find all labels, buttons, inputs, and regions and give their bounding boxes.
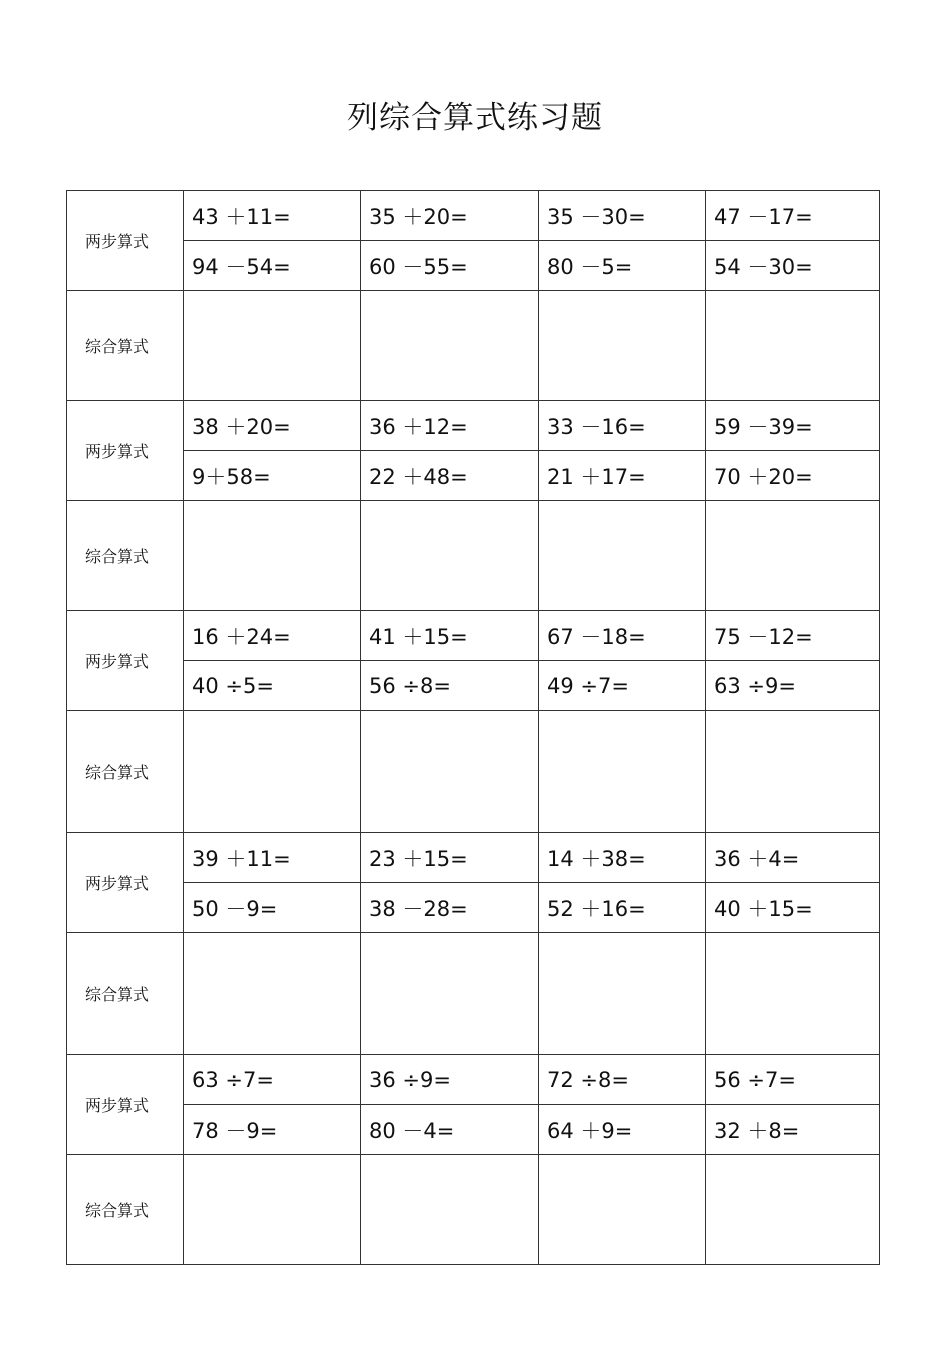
equation-cell: 60 －55= bbox=[361, 241, 539, 291]
equation-cell: 21 ＋17= bbox=[539, 451, 706, 501]
equation-cell: 80 －5= bbox=[539, 241, 706, 291]
answer-cell[interactable] bbox=[539, 291, 706, 401]
equation-row bbox=[67, 833, 880, 883]
equation-cell: 40 ÷5= bbox=[184, 661, 361, 711]
equation-cell: 9＋58= bbox=[184, 451, 361, 501]
equation-cell: 59 －39= bbox=[706, 401, 880, 451]
answer-cell[interactable] bbox=[361, 933, 539, 1055]
equation-cell: 75 －12= bbox=[706, 611, 880, 661]
equation-cell: 80 －4= bbox=[361, 1105, 539, 1155]
equation-cell: 35 ＋20= bbox=[361, 191, 539, 241]
equation-cell: 39 ＋11= bbox=[184, 833, 361, 883]
answer-row bbox=[67, 1155, 880, 1265]
equation-row bbox=[67, 1055, 880, 1105]
equation-row bbox=[67, 661, 880, 711]
answer-cell[interactable] bbox=[184, 711, 361, 833]
equation-cell: 33 －16= bbox=[539, 401, 706, 451]
equation-cell: 94 －54= bbox=[184, 241, 361, 291]
answer-cell[interactable] bbox=[361, 1155, 539, 1265]
exercise-table bbox=[66, 190, 880, 1265]
two-step-label: 两步算式 bbox=[67, 401, 184, 501]
equation-cell: 47 －17= bbox=[706, 191, 880, 241]
answer-cell[interactable] bbox=[361, 501, 539, 611]
answer-cell[interactable] bbox=[184, 933, 361, 1055]
answer-cell[interactable] bbox=[706, 711, 880, 833]
equation-cell: 52 ＋16= bbox=[539, 883, 706, 933]
equation-row bbox=[67, 611, 880, 661]
answer-cell[interactable] bbox=[539, 501, 706, 611]
equation-cell: 38 －28= bbox=[361, 883, 539, 933]
equation-cell: 36 ＋4= bbox=[706, 833, 880, 883]
combined-label: 综合算式 bbox=[67, 501, 184, 611]
equation-row bbox=[67, 241, 880, 291]
combined-label: 综合算式 bbox=[67, 711, 184, 833]
two-step-label: 两步算式 bbox=[67, 833, 184, 933]
equation-cell: 23 ＋15= bbox=[361, 833, 539, 883]
equation-cell: 32 ＋8= bbox=[706, 1105, 880, 1155]
answer-cell[interactable] bbox=[184, 501, 361, 611]
page-title: 列综合算式练习题 bbox=[347, 100, 603, 136]
equation-row bbox=[67, 1105, 880, 1155]
equation-row bbox=[67, 191, 880, 241]
equation-cell: 40 ＋15= bbox=[706, 883, 880, 933]
answer-cell[interactable] bbox=[361, 711, 539, 833]
equation-cell: 38 ＋20= bbox=[184, 401, 361, 451]
answer-cell[interactable] bbox=[706, 501, 880, 611]
answer-cell[interactable] bbox=[706, 1155, 880, 1265]
answer-cell[interactable] bbox=[539, 1155, 706, 1265]
answer-cell[interactable] bbox=[539, 711, 706, 833]
equation-cell: 67 －18= bbox=[539, 611, 706, 661]
answer-cell[interactable] bbox=[184, 291, 361, 401]
equation-cell: 41 ＋15= bbox=[361, 611, 539, 661]
answer-cell[interactable] bbox=[539, 933, 706, 1055]
equation-cell: 16 ＋24= bbox=[184, 611, 361, 661]
equation-cell: 35 －30= bbox=[539, 191, 706, 241]
answer-row bbox=[67, 933, 880, 1055]
answer-cell[interactable] bbox=[361, 291, 539, 401]
equation-row bbox=[67, 401, 880, 451]
equation-cell: 70 ＋20= bbox=[706, 451, 880, 501]
combined-label: 综合算式 bbox=[67, 291, 184, 401]
answer-row bbox=[67, 711, 880, 833]
answer-row bbox=[67, 291, 880, 401]
equation-cell: 43 ＋11= bbox=[184, 191, 361, 241]
equation-cell: 14 ＋38= bbox=[539, 833, 706, 883]
equation-cell: 63 ÷9= bbox=[706, 661, 880, 711]
equation-row bbox=[67, 883, 880, 933]
equation-cell: 49 ÷7= bbox=[539, 661, 706, 711]
two-step-label: 两步算式 bbox=[67, 1055, 184, 1155]
equation-cell: 22 ＋48= bbox=[361, 451, 539, 501]
equation-cell: 56 ÷8= bbox=[361, 661, 539, 711]
answer-row bbox=[67, 501, 880, 611]
answer-cell[interactable] bbox=[706, 933, 880, 1055]
equation-cell: 36 ÷9= bbox=[361, 1055, 539, 1105]
equation-cell: 36 ＋12= bbox=[361, 401, 539, 451]
combined-label: 综合算式 bbox=[67, 1155, 184, 1265]
equation-cell: 64 ＋9= bbox=[539, 1105, 706, 1155]
equation-cell: 78 －9= bbox=[184, 1105, 361, 1155]
equation-cell: 72 ÷8= bbox=[539, 1055, 706, 1105]
two-step-label: 两步算式 bbox=[67, 611, 184, 711]
answer-cell[interactable] bbox=[184, 1155, 361, 1265]
equation-cell: 63 ÷7= bbox=[184, 1055, 361, 1105]
equation-row bbox=[67, 451, 880, 501]
equation-cell: 50 －9= bbox=[184, 883, 361, 933]
equation-cell: 54 －30= bbox=[706, 241, 880, 291]
equation-cell: 56 ÷7= bbox=[706, 1055, 880, 1105]
answer-cell[interactable] bbox=[706, 291, 880, 401]
two-step-label: 两步算式 bbox=[67, 191, 184, 291]
combined-label: 综合算式 bbox=[67, 933, 184, 1055]
